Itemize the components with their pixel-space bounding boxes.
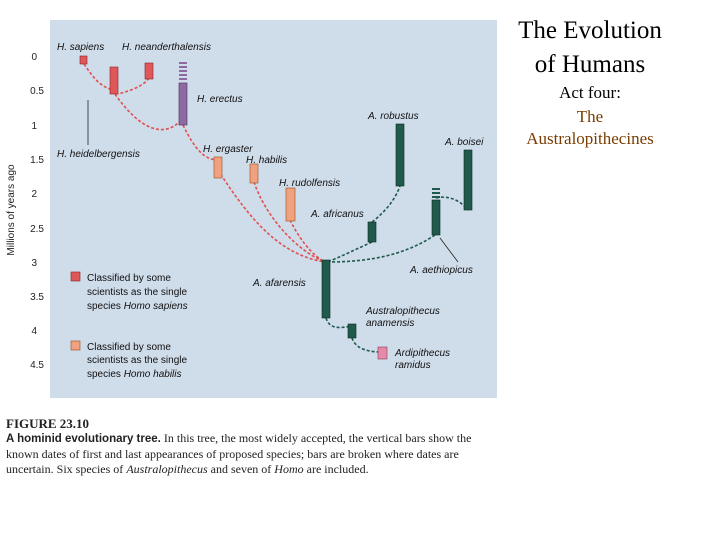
- bar-a-robustus: [396, 124, 404, 186]
- label-h-rudolfensis: H. rudolfensis: [279, 178, 341, 189]
- bar-a-anamensis: [348, 324, 356, 338]
- label-a-afarensis: A. afarensis: [253, 278, 306, 289]
- bar-h-neanderthalensis: [145, 63, 153, 79]
- bar-h-habilis: [250, 164, 258, 183]
- label-h-habilis: H. habilis: [246, 155, 288, 166]
- erectus-dash-4: [179, 74, 187, 76]
- aethiopicus-dash-3: [432, 196, 440, 198]
- legend-habilis-species-name: Homo habilis: [123, 369, 182, 380]
- y-axis-label: Millions of years ago: [6, 164, 17, 256]
- label-a-aethiopicus: A. aethiopicus: [410, 265, 473, 276]
- caption-italic-1: Australopithecus: [126, 462, 208, 476]
- caption-bold-lead: A hominid evolutionary tree.: [6, 433, 161, 445]
- label-h-heidelbergensis: H. heidelbergensis: [57, 149, 140, 160]
- label-h-sapiens: H. sapiens: [57, 42, 105, 53]
- label-h-neanderthalensis: H. neanderthalensis: [122, 42, 211, 53]
- caption-heading: FIGURE 23.10: [6, 416, 90, 431]
- y-tick-3-5: 3.5: [30, 292, 44, 303]
- caption-body-2: and seven of: [207, 462, 275, 476]
- bar-h-ergaster: [214, 157, 222, 178]
- y-tick-2-5: 2.5: [30, 224, 44, 235]
- caption-italic-2: Homo: [274, 462, 304, 476]
- label-a-robustus: A. robustus: [368, 111, 419, 122]
- slide-subtitle: Act four:: [559, 83, 621, 102]
- caption-body-3: are included.: [303, 462, 369, 476]
- aethiopicus-dash-1: [432, 188, 440, 190]
- bar-a-boisei: [464, 150, 472, 210]
- label-a-anamensis-line2: anamensis: [366, 318, 415, 329]
- figure-caption: [6, 416, 496, 477]
- slide-title-line1: The Evolution: [518, 17, 662, 44]
- label-h-erectus: H. erectus: [197, 94, 243, 105]
- bar-a-aethiopicus: [432, 200, 440, 235]
- bar-h-heidelbergensis: [110, 67, 118, 94]
- slide-title: [500, 14, 680, 82]
- caption-text: [6, 431, 496, 477]
- legend-sapiens-line2: scientists as the single: [87, 287, 188, 298]
- legend-habilis-line2: scientists as the single: [87, 355, 188, 366]
- label-a-anamensis-line1: Australopithecus: [366, 306, 440, 317]
- bar-h-sapiens: [80, 56, 87, 64]
- slide-topic-line1: The: [576, 107, 604, 126]
- slide-topic: [500, 106, 680, 150]
- legend-sapiens-line3: [87, 301, 188, 312]
- erectus-dash-5: [179, 78, 187, 80]
- label-a-boisei: A. boisei: [445, 137, 484, 148]
- bar-a-africanus: [368, 222, 376, 242]
- legend-habilis-line3: [87, 369, 182, 380]
- y-tick-0-5: 0.5: [30, 86, 44, 97]
- y-tick-1-5: 1.5: [30, 155, 44, 166]
- legend-swatch-habilis: [71, 341, 80, 350]
- label-ardipithecus-line2: ramidus: [395, 360, 431, 371]
- legend-sapiens-species-word: species: [87, 301, 124, 312]
- label-h-ergaster: H. ergaster: [203, 144, 253, 155]
- erectus-dash-1: [179, 62, 187, 64]
- bar-ardipithecus-ramidus: [378, 347, 387, 359]
- bar-h-erectus-broken: [179, 62, 187, 125]
- legend-sapiens-species-name: Homo sapiens: [123, 301, 188, 312]
- label-ardipithecus-line1: Ardipithecus: [395, 348, 451, 359]
- bar-h-erectus: [179, 83, 187, 125]
- y-tick-3: 3: [31, 258, 37, 269]
- erectus-dash-3: [179, 70, 187, 72]
- y-tick-2: 2: [31, 189, 37, 200]
- y-tick-1: 1: [31, 121, 37, 132]
- label-a-africanus: A. africanus: [311, 209, 364, 220]
- caption-body-1: In this tree, the most widely accepted, the vertical bars show the known dates of first and last appearances of proposed species; bars are broken where dates are uncertain. Six species of: [6, 431, 472, 476]
- y-tick-0: 0: [31, 52, 37, 63]
- slide-topic-line2: Australopithecines: [526, 129, 654, 148]
- bar-a-afarensis: [322, 260, 330, 318]
- bar-h-rudolfensis: [286, 188, 295, 221]
- y-tick-4: 4: [31, 326, 37, 337]
- legend-habilis-species-word: species: [87, 369, 124, 380]
- legend-sapiens-line1: Classified by some: [87, 273, 171, 284]
- legend-swatch-sapiens: [71, 272, 80, 281]
- slide-title-line2: of Humans: [534, 51, 646, 78]
- y-tick-4-5: 4.5: [30, 360, 44, 371]
- aethiopicus-dash-2: [432, 192, 440, 194]
- erectus-dash-2: [179, 66, 187, 68]
- legend-habilis-line1: Classified by some: [87, 342, 171, 353]
